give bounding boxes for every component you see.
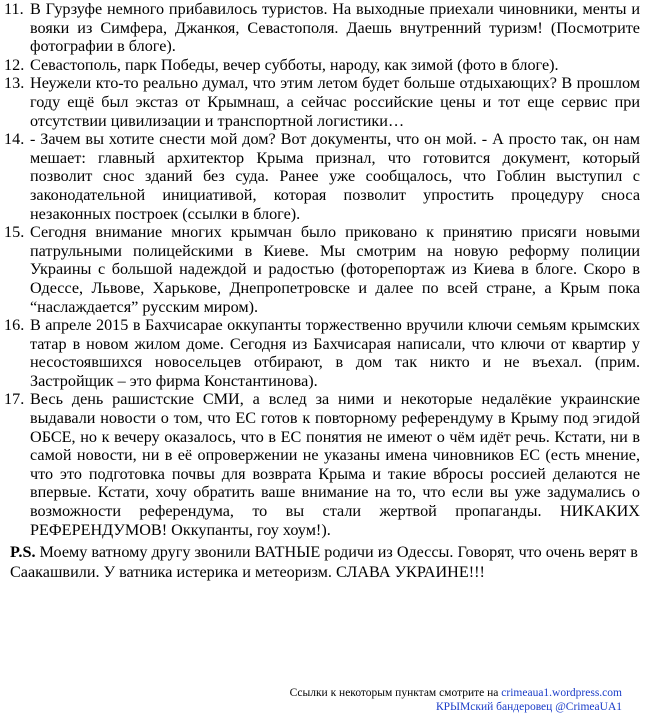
item-text: В Гурзуфе немного прибавилось туристов. На выходные приехали чиновники, менты и вояки из Симфера, Джанкоя, Севастополя. Даешь внутренний туризм! (Посмотрите фотографии в блоге). [30,0,640,56]
postscript [10,542,640,582]
list-item [4,130,640,223]
item-number: 11. [4,0,24,18]
item-number: 16. [4,316,25,335]
author-handle: КРЫМский бандеровец @CrimeaUA1 [435,701,622,713]
item-text: - Зачем вы хотите снести мой дом? Вот документы, что он мой. - А просто так, он нам мешает: главный архитектор Крыма признал, что готовится документ, который позволит снос зданий без суда. Ранее уже сообщалось, что Гоблин выступил с законодательной инициативой, которая позволит упростить процедуру сноса незаконных построек (ссылки в блоге). [30,130,640,223]
item-number: 12. [4,55,25,74]
postscript-text: Моему ватному другу звонили ВАТНЫЕ родичи из Одессы. Говорят, что очень верят в Саакашвили. У ватника истерика и метеоризм. СЛАВА УКРАИНЕ!!! [10,543,638,582]
footer-prefix: Ссылки к некоторым пунктам смотрите на [289,687,502,699]
item-text: Сегодня внимание многих крымчан было приковано к принятию присяги новыми патрульными полицейскими в Киеве. Мы смотрим на новую реформу полиции Украины с большой надеждой и радостью (фоторепортаж из Киева в блоге. Скоро в Одессе, Львове, Харькове, Днепропетровске и далее по всей стране, а Крым пока “наслаждается” русским миром). [30,223,640,316]
item-number: 14. [4,130,25,149]
item-text: В апреле 2015 в Бахчисарае оккупанты торжественно вручили ключи семьям крымских татар в новом жилом доме. Сегодня из Бахчисарая написали, что ключи от квартир у несостоявшихся новосельцев отбирают, в дом так никто и не въехал. (прим. Застройщик – это фирма Константинова). [30,316,640,390]
list-item [4,316,640,390]
blog-link[interactable]: crimeaua1.wordpress.com [501,687,622,699]
footer-credits [290,686,622,714]
item-number: 17. [4,390,25,409]
list-item [4,390,640,539]
item-text: Неужели кто-то реально думал, что этим летом будет больше отдыхающих? В прошлом году ещё был экстаз от Крымнаш, а сейчас российские цены и тот еще сервис при отсутствии цивилизации и транспортной логистики… [30,74,640,130]
list-item [4,0,640,56]
item-number: 15. [4,223,25,242]
item-text: Весь день рашистские СМИ, а вслед за ними и некоторые недалёкие украинские выдавали новости о том, что ЕС готов к повторному референдуму в Крыму под эгидой ОБСЕ, но к вечеру оказалось, что в ЕС понятия не имеют о чём идёт речь. Кстати, ни в самой новости, ни в её опровержении не указаны имена чиновников ЕС (есть мнение, что это подготовка почвы для возврата Крыма и такие вбросы россией делаются не впервые. Кстати, хочу обратить ваше внимание на то, что если вы уже задумались о возможности референдума, то вы стали жертвой пропаганды. НИКАКИХ РЕФЕРЕНДУМОВ! Оккупанты, гоу хоум!). [30,390,640,539]
list-item [4,223,640,316]
news-list [4,0,640,539]
footer-line [290,686,622,700]
item-number: 13. [4,74,25,93]
postscript-label: P.S. [10,543,36,562]
list-item [4,56,640,75]
item-text: Севастополь, парк Победы, вечер субботы, народу, как зимой (фото в блоге). [30,55,559,74]
list-item [4,74,640,130]
